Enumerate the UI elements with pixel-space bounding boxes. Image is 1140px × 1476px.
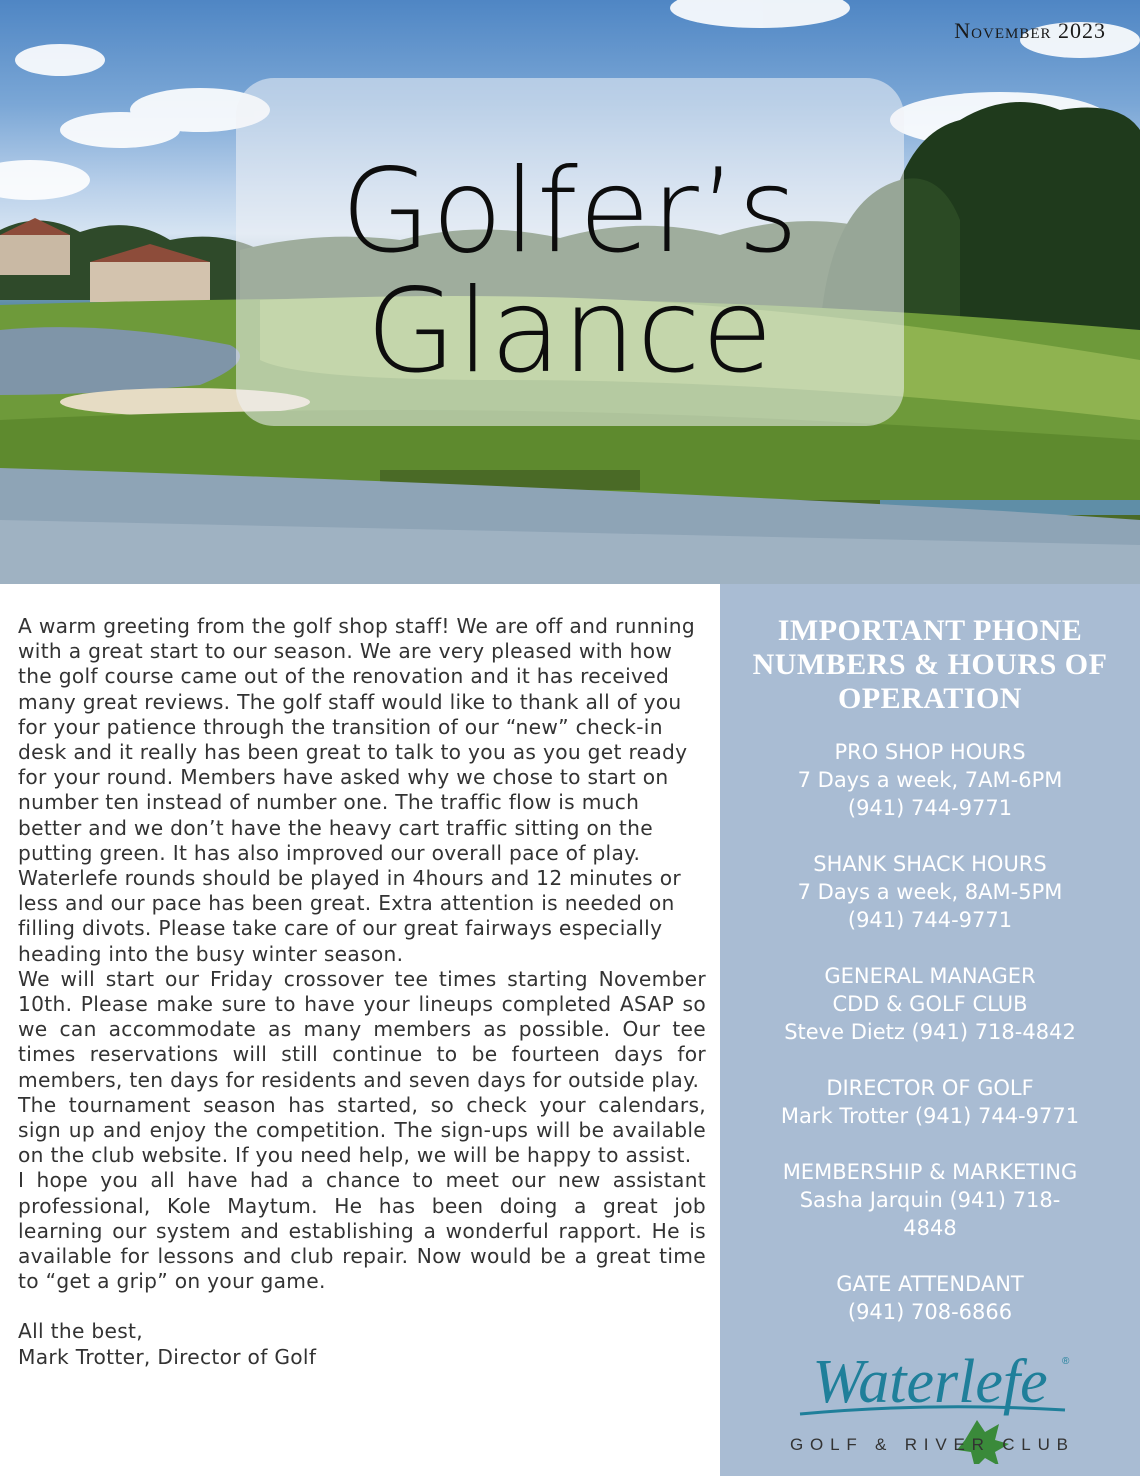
general-manager-heading: GENERAL MANAGER xyxy=(824,964,1036,988)
director-of-golf-block xyxy=(740,1074,1120,1130)
gate-attendant-heading: GATE ATTENDANT xyxy=(836,1272,1024,1296)
pro-shop-hours: 7 Days a week, 7AM-6PM xyxy=(797,768,1063,792)
membership-heading: MEMBERSHIP & MARKETING xyxy=(782,1160,1078,1184)
gate-attendant-phone: (941) 708-6866 xyxy=(847,1300,1013,1324)
registered-mark: ® xyxy=(1062,1356,1070,1367)
director-of-golf-heading: DIRECTOR OF GOLF xyxy=(826,1076,1034,1100)
page-title-line-2: Glance xyxy=(366,264,774,399)
logo-tagline: GOLF & RIVER CLUB xyxy=(790,1435,1070,1454)
shank-shack-heading: SHANK SHACK HOURS xyxy=(813,852,1047,876)
sidebar-title: IMPORTANT PHONE NUMBERS & HOURS OF OPERATION xyxy=(752,614,1108,715)
shank-shack-phone: (941) 744-9771 xyxy=(847,908,1013,932)
letter-signature: Mark Trotter, Director of Golf xyxy=(18,1344,317,1369)
membership-block xyxy=(740,1158,1120,1242)
page-title-line-1: Golfer’s xyxy=(340,144,800,279)
letter-paragraph-3: The tournament season has started, so check your calendars, sign up and enjoy the competition. The sign-ups will be available on the club website. If you need help, we will be happy to assist. xyxy=(18,1092,706,1168)
letter-paragraph-2: We will start our Friday crossover tee times starting November 10th. Please make sure to have your lineups completed ASAP so we can accommodate as many members as possible. Our tee times reservations will still continue to be fourteen days for members, ten days for residents and seven days for outside play. xyxy=(18,966,706,1092)
pro-shop-heading: PRO SHOP HOURS xyxy=(834,740,1026,764)
title-panel xyxy=(236,78,904,426)
director-of-golf-contact: Mark Trotter (941) 744-9771 xyxy=(780,1104,1080,1128)
letter-closing: All the best, xyxy=(18,1319,143,1344)
waterlefe-logo xyxy=(780,1344,1080,1464)
contact-sidebar xyxy=(720,584,1140,1476)
letter-paragraph-4: I hope you all have had a chance to meet our new assistant professional, Kole Maytum. He has been doing a great job learning our system and establishing a wonderful rapport. He is available for lessons and club repair. Now would be a great time to “get a grip” on your game. xyxy=(18,1168,706,1294)
gate-attendant-block xyxy=(740,1270,1120,1326)
pro-shop-phone: (941) 744-9771 xyxy=(847,796,1013,820)
letter-body xyxy=(18,614,706,1370)
issue-date: November 2023 xyxy=(954,18,1106,43)
logo-wordmark: Waterlefe xyxy=(812,1348,1048,1416)
general-manager-sub: CDD & GOLF CLUB xyxy=(832,992,1028,1016)
membership-contact: Sasha Jarquin (941) 718-4848 xyxy=(799,1188,1061,1240)
hero-banner xyxy=(0,0,1140,584)
letter-paragraph-1: A warm greeting from the golf shop staff! We are off and running with a great start to our season. We are very pleased with how the golf course came out of the renovation and it has received many great reviews. The golf staff would like to thank all of you for your patience through the transition of our “new” check-in desk and it really has been great to talk to you as you get ready for your round. Members have asked why we chose to start on number ten instead of number one. The traffic flow is much better and we don’t have the heavy cart traffic sitting on the putting green. It has also improved our overall pace of play. Waterlefe rounds should be played in 4hours and 12 minutes or less and our pace has been great. Extra attention is needed on filling divots. Please take care of our great fairways especially heading into the busy winter season. xyxy=(18,614,696,966)
general-manager-contact: Steve Dietz (941) 718-4842 xyxy=(784,1020,1076,1044)
general-manager-block xyxy=(740,962,1120,1046)
shank-shack-block xyxy=(740,850,1120,934)
pro-shop-block xyxy=(740,738,1120,822)
shank-shack-hours: 7 Days a week, 8AM-5PM xyxy=(797,880,1063,904)
